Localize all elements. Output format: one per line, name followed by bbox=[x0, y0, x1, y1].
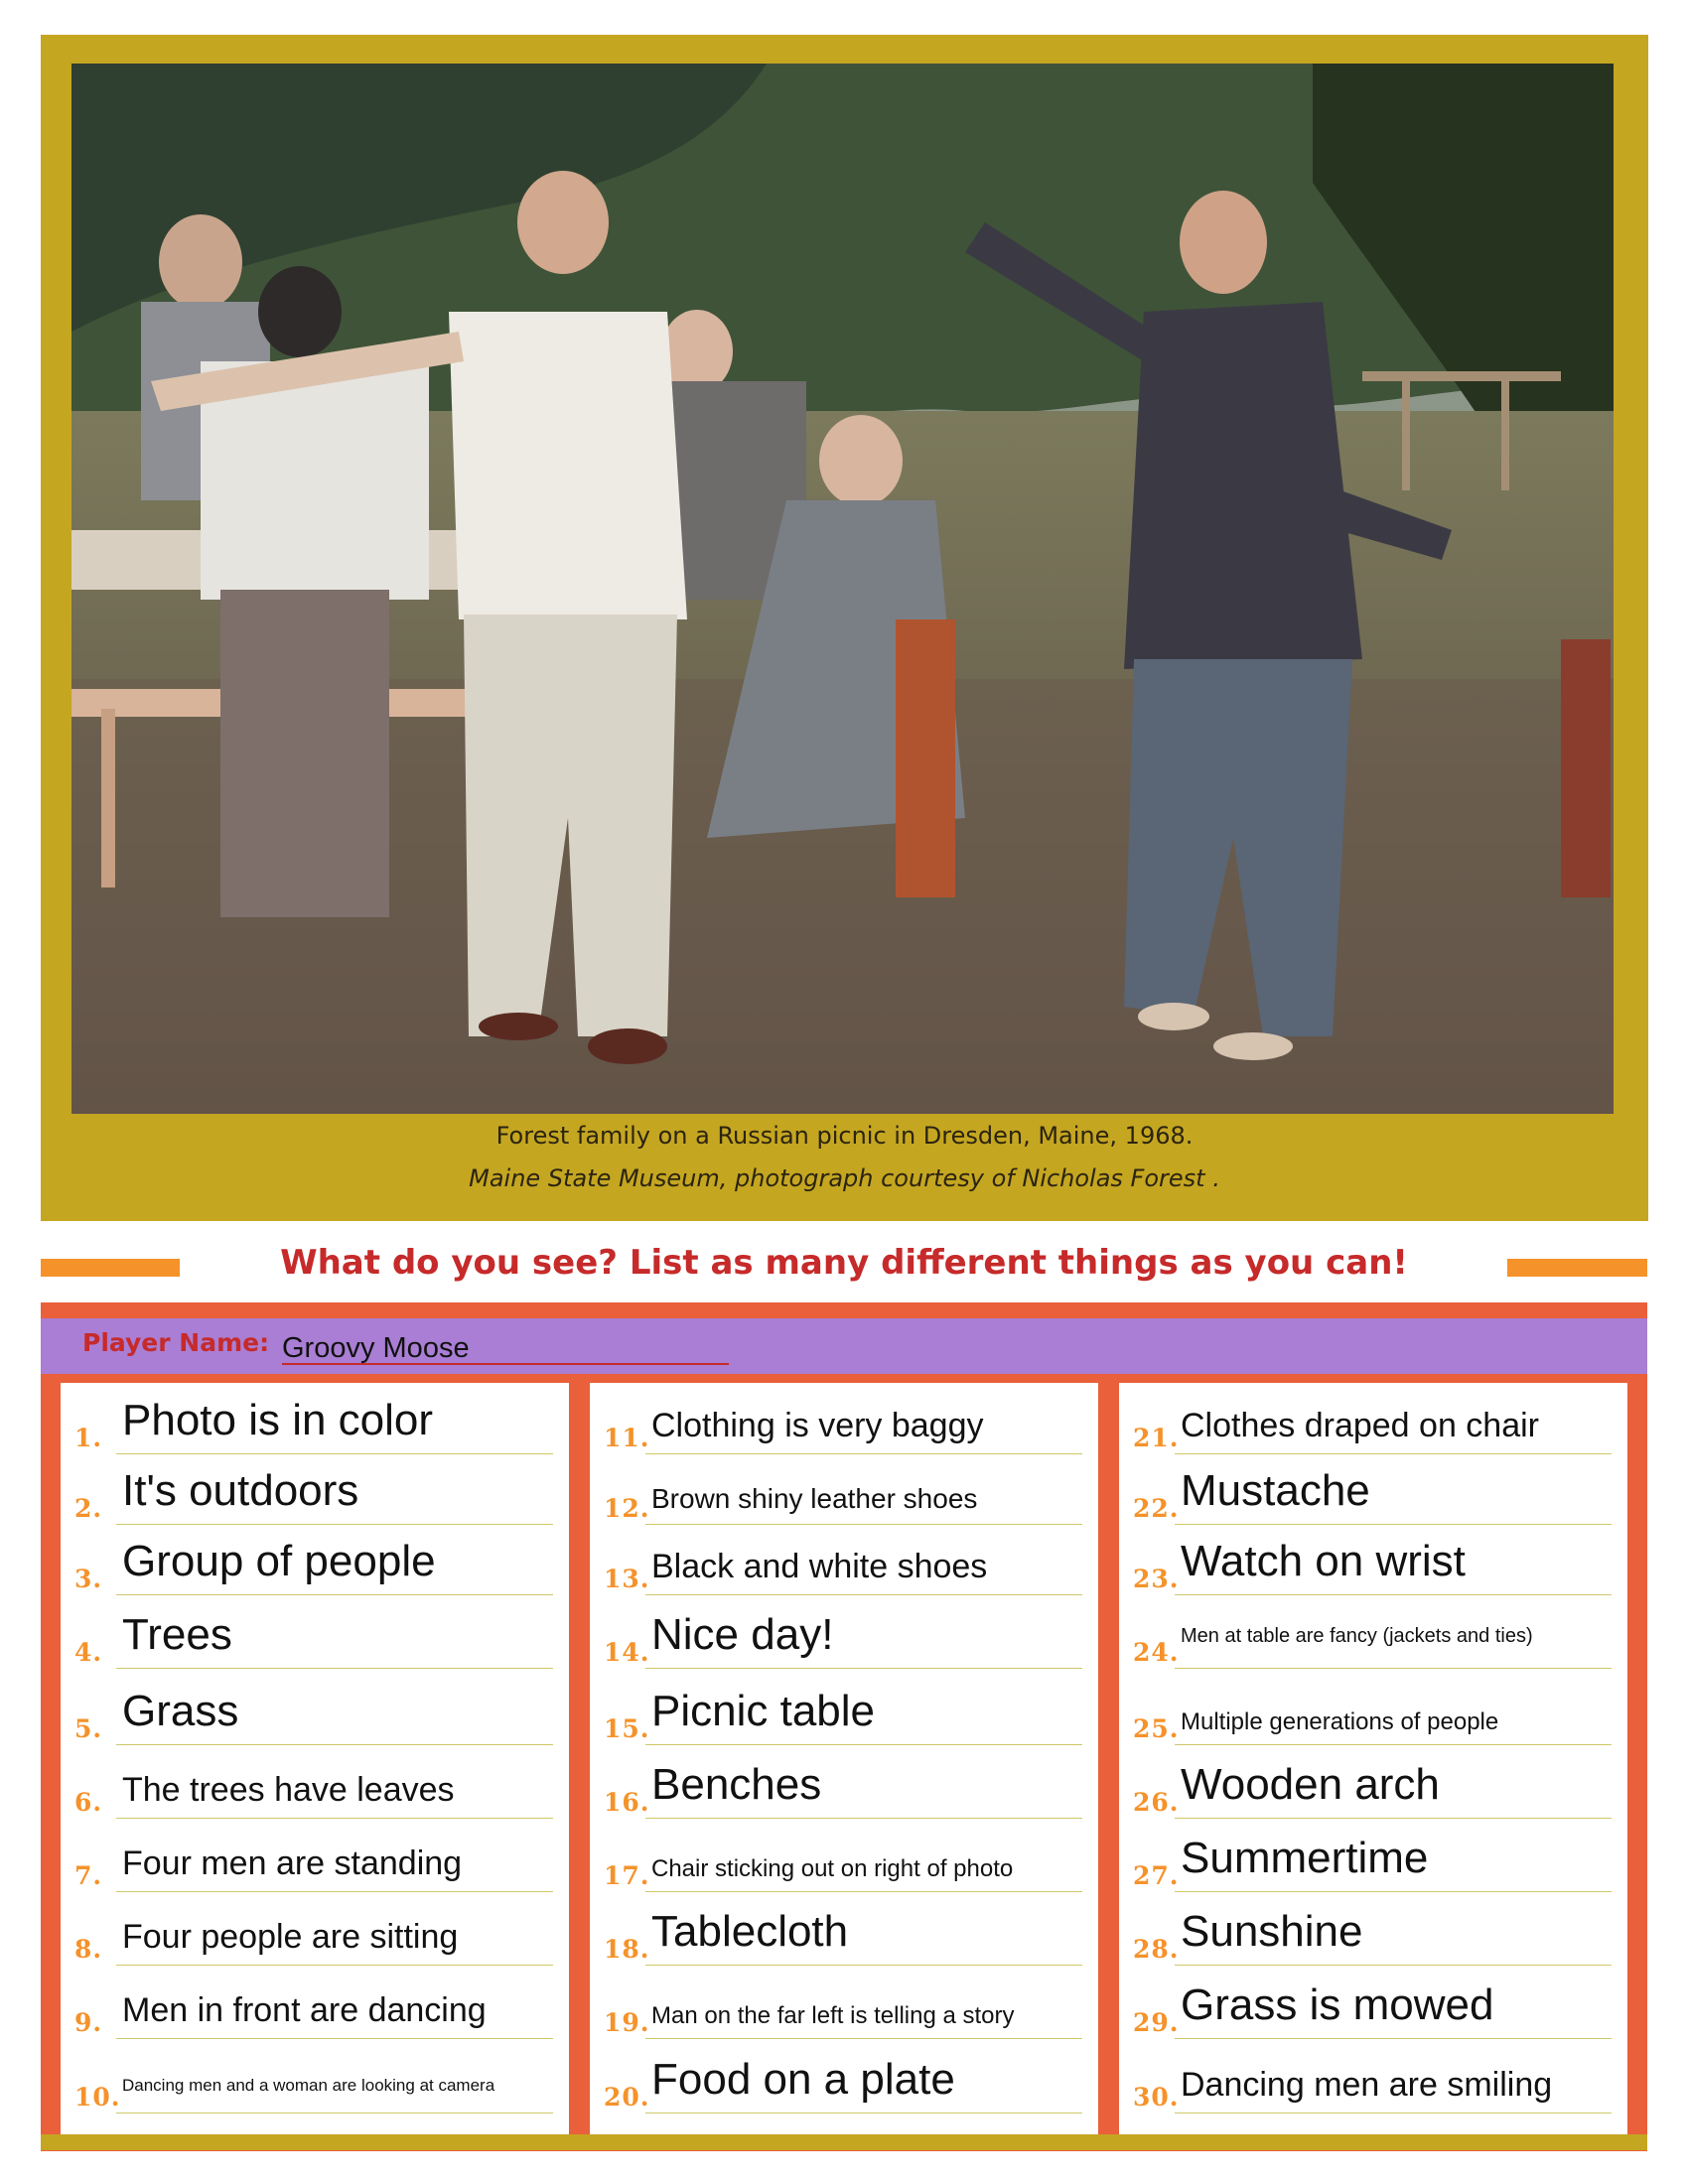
answer-line bbox=[116, 1668, 553, 1669]
item-text[interactable]: Dancing men and a woman are looking at camera bbox=[122, 2076, 495, 2096]
answer-item bbox=[61, 2042, 569, 2116]
photo-frame bbox=[41, 35, 1648, 1221]
item-text[interactable]: Grass is mowed bbox=[1181, 1979, 1494, 2029]
answer-line bbox=[645, 2038, 1082, 2039]
photo-caption: Forest family on a Russian picnic in Dresden, Maine, 1968. bbox=[495, 1122, 1194, 1150]
answer-line bbox=[645, 1668, 1082, 1669]
item-text[interactable]: Photo is in color bbox=[122, 1395, 434, 1444]
page-heading: What do you see? List as many different things as you can! bbox=[280, 1243, 1408, 1283]
item-number: 6. bbox=[74, 1788, 103, 1817]
item-text[interactable]: Men at table are fancy (jackets and ties) bbox=[1181, 1625, 1533, 1647]
answer-column-2 bbox=[590, 1383, 1098, 2137]
item-text[interactable]: Group of people bbox=[122, 1536, 436, 1585]
answer-item bbox=[590, 1821, 1098, 1894]
item-text[interactable]: Brown shiny leather shoes bbox=[651, 1483, 978, 1515]
answer-line bbox=[1175, 1594, 1612, 1595]
item-text[interactable]: Summertime bbox=[1181, 1833, 1429, 1882]
item-number: 2. bbox=[74, 1494, 103, 1523]
answer-item bbox=[61, 1383, 569, 1456]
answer-item bbox=[61, 1747, 569, 1821]
answer-item bbox=[590, 2042, 1098, 2116]
answer-item bbox=[61, 1524, 569, 1597]
answer-line bbox=[645, 1594, 1082, 1595]
answer-item bbox=[1119, 1524, 1627, 1597]
answer-line bbox=[1175, 2113, 1612, 2114]
item-text[interactable]: Multiple generations of people bbox=[1181, 1707, 1499, 1735]
answer-item bbox=[61, 1821, 569, 1894]
answer-item bbox=[61, 1968, 569, 2041]
answer-item bbox=[1119, 2042, 1627, 2116]
item-text[interactable]: Man on the far left is telling a story bbox=[651, 2001, 1015, 2029]
item-number: 20. bbox=[604, 2083, 650, 2112]
answer-item bbox=[61, 1674, 569, 1747]
answer-item bbox=[61, 1597, 569, 1671]
item-text[interactable]: Benches bbox=[651, 1759, 822, 1809]
answer-item bbox=[1119, 1383, 1627, 1456]
answer-column-1 bbox=[61, 1383, 569, 2137]
answer-line bbox=[116, 2038, 553, 2039]
photo-credit: Maine State Museum, photograph courtesy of Nicholas Forest . bbox=[469, 1164, 1220, 1192]
answer-item bbox=[1119, 1747, 1627, 1821]
item-number: 25. bbox=[1133, 1714, 1180, 1743]
answer-item bbox=[1119, 1821, 1627, 1894]
item-number: 21. bbox=[1133, 1424, 1180, 1452]
item-text[interactable]: Wooden arch bbox=[1181, 1759, 1440, 1809]
bottom-border bbox=[41, 2134, 1647, 2150]
player-name-strip bbox=[41, 1318, 1647, 1374]
answer-item bbox=[1119, 1968, 1627, 2041]
item-number: 8. bbox=[74, 1935, 103, 1964]
item-number: 7. bbox=[74, 1861, 103, 1890]
item-text[interactable]: Dancing men are smiling bbox=[1181, 2065, 1553, 2104]
item-text[interactable]: The trees have leaves bbox=[122, 1770, 455, 1809]
item-text[interactable]: Grass bbox=[122, 1686, 239, 1735]
answer-item bbox=[61, 1894, 569, 1968]
item-text[interactable]: Food on a plate bbox=[651, 2054, 955, 2104]
answer-line bbox=[645, 1965, 1082, 1966]
item-number: 16. bbox=[604, 1788, 650, 1817]
answer-line bbox=[116, 1818, 553, 1819]
answer-line bbox=[1175, 1668, 1612, 1669]
item-number: 23. bbox=[1133, 1565, 1180, 1593]
item-number: 11. bbox=[604, 1424, 650, 1452]
answer-line bbox=[645, 1818, 1082, 1819]
answer-item bbox=[61, 1453, 569, 1527]
answer-item bbox=[1119, 1894, 1627, 1968]
answer-line bbox=[116, 1744, 553, 1745]
item-text[interactable]: Nice day! bbox=[651, 1609, 834, 1659]
item-text[interactable]: Tablecloth bbox=[651, 1906, 849, 1956]
answer-item bbox=[590, 1524, 1098, 1597]
item-text[interactable]: Four people are sitting bbox=[122, 1917, 459, 1956]
item-number: 18. bbox=[604, 1935, 650, 1964]
item-number: 13. bbox=[604, 1565, 650, 1593]
answer-line bbox=[645, 1744, 1082, 1745]
item-text[interactable]: Chair sticking out on right of photo bbox=[651, 1854, 1014, 1882]
item-text[interactable]: Men in front are dancing bbox=[122, 1990, 487, 2029]
item-number: 14. bbox=[604, 1638, 650, 1667]
item-number: 27. bbox=[1133, 1861, 1180, 1890]
item-text[interactable]: Black and white shoes bbox=[651, 1547, 988, 1585]
answer-line bbox=[1175, 1744, 1612, 1745]
player-name-label: Player Name: bbox=[82, 1328, 270, 1357]
item-text[interactable]: Sunshine bbox=[1181, 1906, 1363, 1956]
answer-line bbox=[645, 1891, 1082, 1892]
answer-item bbox=[1119, 1674, 1627, 1747]
item-text[interactable]: It's outdoors bbox=[122, 1465, 359, 1515]
answer-line bbox=[1175, 2038, 1612, 2039]
item-number: 3. bbox=[74, 1565, 103, 1593]
item-number: 30. bbox=[1133, 2083, 1180, 2112]
answer-item bbox=[590, 1453, 1098, 1527]
item-number: 9. bbox=[74, 2008, 103, 2037]
answer-column-3 bbox=[1119, 1383, 1627, 2137]
answer-item bbox=[590, 1674, 1098, 1747]
item-number: 17. bbox=[604, 1861, 650, 1890]
item-text[interactable]: Watch on wrist bbox=[1181, 1536, 1466, 1585]
item-text[interactable]: Trees bbox=[122, 1609, 232, 1659]
answer-item bbox=[590, 1747, 1098, 1821]
item-text[interactable]: Clothing is very baggy bbox=[651, 1406, 984, 1444]
answer-item bbox=[590, 1597, 1098, 1671]
answer-line bbox=[116, 2113, 553, 2114]
item-number: 5. bbox=[74, 1714, 103, 1743]
answer-line bbox=[116, 1965, 553, 1966]
answer-line bbox=[1175, 1891, 1612, 1892]
item-number: 19. bbox=[604, 2008, 650, 2037]
answer-line bbox=[116, 1594, 553, 1595]
answer-item bbox=[590, 1968, 1098, 2041]
item-text[interactable]: Four men are standing bbox=[122, 1843, 463, 1882]
item-number: 24. bbox=[1133, 1638, 1180, 1667]
item-number: 22. bbox=[1133, 1494, 1180, 1523]
item-text[interactable]: Picnic table bbox=[651, 1686, 876, 1735]
item-text[interactable]: Mustache bbox=[1181, 1465, 1370, 1515]
answer-board bbox=[41, 1302, 1647, 2151]
item-number: 29. bbox=[1133, 2008, 1180, 2037]
picnic-photograph bbox=[71, 64, 1614, 1114]
answer-item bbox=[1119, 1453, 1627, 1527]
item-number: 10. bbox=[74, 2083, 121, 2112]
player-name-field[interactable]: Groovy Moose bbox=[282, 1333, 729, 1365]
item-text[interactable]: Clothes draped on chair bbox=[1181, 1406, 1540, 1444]
answer-line bbox=[1175, 1818, 1612, 1819]
answer-line bbox=[645, 2113, 1082, 2114]
item-number: 1. bbox=[74, 1424, 103, 1452]
answer-line bbox=[1175, 1965, 1612, 1966]
answer-item bbox=[590, 1894, 1098, 1968]
item-number: 4. bbox=[74, 1638, 103, 1667]
answer-item bbox=[1119, 1597, 1627, 1671]
answer-item bbox=[590, 1383, 1098, 1456]
item-number: 26. bbox=[1133, 1788, 1180, 1817]
item-number: 15. bbox=[604, 1714, 650, 1743]
item-number: 28. bbox=[1133, 1935, 1180, 1964]
photo-illustration bbox=[71, 64, 1614, 1114]
answer-line bbox=[116, 1891, 553, 1892]
item-number: 12. bbox=[604, 1494, 650, 1523]
